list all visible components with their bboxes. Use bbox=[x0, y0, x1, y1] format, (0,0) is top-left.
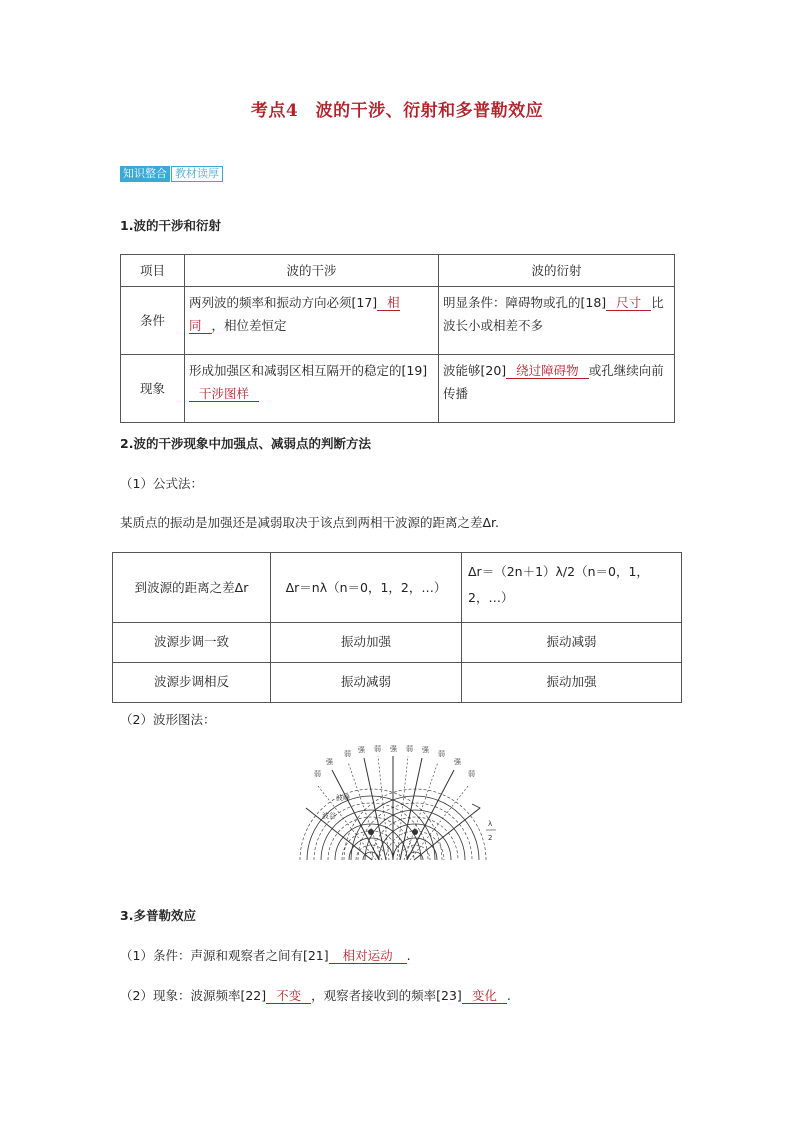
table-cell: 波源步调相反 bbox=[113, 663, 271, 703]
diagram-label: 强 bbox=[454, 758, 461, 766]
diagram-label: 强 bbox=[422, 746, 429, 754]
answer-18: 尺寸 bbox=[606, 295, 651, 311]
diagram-label: 波峰 bbox=[336, 794, 350, 802]
table-header: 到波源的距离之差Δr bbox=[113, 553, 271, 623]
answer-20: 绕过障碍物 bbox=[506, 363, 589, 379]
diagram-label: 强 bbox=[358, 746, 365, 754]
line-text: . bbox=[506, 988, 511, 1003]
line-text: . bbox=[406, 948, 411, 963]
method2-label: （2）波形图法： bbox=[120, 712, 216, 727]
answer-17: 相同 bbox=[189, 295, 400, 333]
diagram-label: 弱 bbox=[314, 770, 321, 778]
diagram-label: 弱 bbox=[438, 750, 445, 758]
diagram-label: λ bbox=[488, 820, 493, 828]
table-cell: 振动减弱 bbox=[462, 623, 682, 663]
diagram-label: 2 bbox=[488, 834, 493, 842]
answer-23: 变化 bbox=[462, 988, 507, 1004]
diagram-label: 弱 bbox=[344, 750, 351, 758]
doppler-condition bbox=[120, 946, 411, 964]
section1-heading: 1.波的干涉和衍射 bbox=[120, 218, 221, 233]
table-cell: 振动加强 bbox=[271, 623, 462, 663]
diagram-label: 弱 bbox=[468, 770, 475, 778]
table-cell bbox=[439, 355, 675, 423]
tag-knowledge: 知识整合 bbox=[120, 166, 170, 182]
table-cell: 振动减弱 bbox=[271, 663, 462, 703]
line-text: ，观察者接收到的频率[23] bbox=[311, 988, 462, 1003]
diagram-label: 弱 bbox=[406, 745, 413, 753]
cell-text: 两列波的频率和振动方向必须[17] bbox=[189, 295, 378, 310]
table-cell bbox=[439, 287, 675, 355]
cell-text: 波能够[20] bbox=[443, 363, 507, 378]
diagram-label: 强 bbox=[390, 745, 397, 753]
answer-19: 干涉图样 bbox=[189, 386, 259, 402]
diagram-label: 弱 bbox=[374, 745, 381, 753]
table-cell bbox=[185, 355, 439, 423]
table-header: Δr＝（2n＋1）λ/2（n＝0，1，2，…） bbox=[462, 553, 682, 623]
diagram-label: 波谷 bbox=[322, 812, 336, 820]
line-text: （2）现象：波源频率[22] bbox=[120, 988, 267, 1003]
table-cell: 振动加强 bbox=[462, 663, 682, 703]
answer-22: 不变 bbox=[266, 988, 311, 1004]
table-header: 项目 bbox=[121, 255, 185, 287]
path-difference-table bbox=[112, 552, 682, 703]
source-2-icon bbox=[412, 829, 418, 835]
table-cell: 波源步调一致 bbox=[113, 623, 271, 663]
table-cell bbox=[185, 287, 439, 355]
tag-textbook: 教材读厚 bbox=[171, 166, 223, 182]
row-label: 现象 bbox=[121, 355, 185, 423]
answer-21: 相对运动 bbox=[329, 948, 407, 964]
diagram-label: 强 bbox=[326, 758, 333, 766]
arrow-icon bbox=[472, 804, 480, 812]
cell-text: 或孔继续向前传播 bbox=[443, 363, 664, 401]
table-header: 波的干涉 bbox=[185, 255, 439, 287]
section-tags bbox=[120, 166, 223, 182]
table-header: Δr＝nλ（n＝0，1，2，…） bbox=[271, 553, 462, 623]
interference-diffraction-table bbox=[120, 254, 675, 423]
table-header: 波的衍射 bbox=[439, 255, 675, 287]
doppler-phenomenon bbox=[120, 986, 511, 1004]
method1-label: （1）公式法： bbox=[120, 476, 203, 491]
cell-text: ，相位差恒定 bbox=[211, 318, 287, 333]
interference-pattern-diagram bbox=[292, 742, 502, 864]
source-1-icon bbox=[368, 829, 374, 835]
page-title: 考点4 波的干涉、衍射和多普勒效应 bbox=[250, 101, 544, 121]
cell-text: 形成加强区和减弱区相互隔开的稳定的[19] bbox=[189, 363, 428, 378]
section3-heading: 3.多普勒效应 bbox=[120, 908, 196, 923]
line-text: （1）条件：声源和观察者之间有[21] bbox=[120, 948, 329, 963]
cell-text: 明显条件：障碍物或孔的[18] bbox=[443, 295, 607, 310]
cell-text: 比波长小或相差不多 bbox=[443, 295, 664, 333]
row-label: 条件 bbox=[121, 287, 185, 355]
section2-heading: 2.波的干涉现象中加强点、减弱点的判断方法 bbox=[120, 436, 371, 451]
method1-desc: 某质点的振动是加强还是减弱取决于该点到两相干波源的距离之差Δr. bbox=[120, 515, 500, 530]
